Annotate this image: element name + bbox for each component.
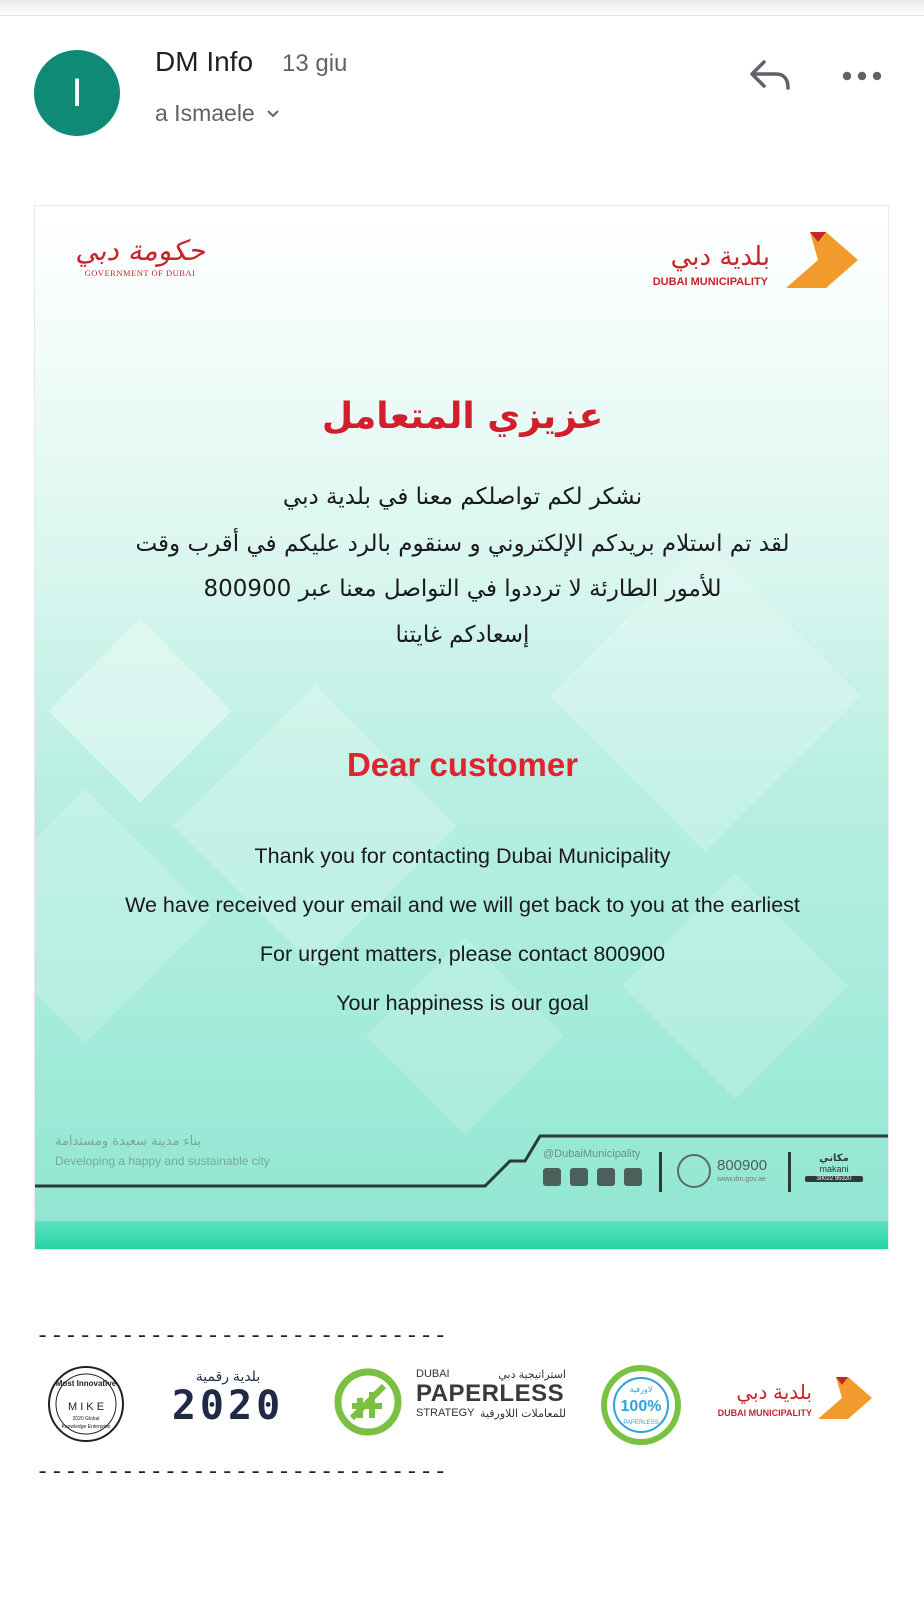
arabic-line-4: إسعادكم غايتنا bbox=[395, 622, 530, 648]
english-line-1: Thank you for contacting Dubai Municipality bbox=[254, 844, 671, 868]
makani-number: 30022 95320 bbox=[805, 1176, 863, 1182]
makani-arabic: مكاني bbox=[819, 1153, 849, 1164]
english-line-4: Your happiness is our goal bbox=[336, 991, 589, 1015]
signature-badges bbox=[34, 1360, 889, 1450]
dm-arrow-icon bbox=[780, 228, 860, 292]
mike-award-badge bbox=[46, 1364, 126, 1444]
hundred-english: PAPERLESS bbox=[623, 1420, 659, 1426]
phone-number: 800900 bbox=[717, 1157, 768, 1174]
paperless-arabic: استراتيجية دبي bbox=[498, 1369, 566, 1381]
phone-icon bbox=[677, 1154, 711, 1188]
facebook-icon bbox=[543, 1168, 561, 1186]
email-banner-image bbox=[34, 205, 889, 1250]
digital-municipality-badge bbox=[160, 1368, 296, 1427]
recipient-details-toggle[interactable] bbox=[155, 100, 281, 127]
dm-logo-english: DUBAI MUNICIPALITY bbox=[652, 276, 768, 288]
paperless-leaf-icon bbox=[332, 1366, 406, 1440]
mike-sub: 2020 Global bbox=[72, 1416, 100, 1422]
mike-top-text: Most Innovative bbox=[55, 1379, 117, 1388]
arabic-line-2: لقد تم استلام بريدكم الإلكتروني و سنقوم بالرد عليكم في أقرب وقت bbox=[135, 531, 790, 557]
more-options-icon[interactable] bbox=[840, 64, 884, 88]
english-line-2: We have received your email and we will get back to you at the earliest bbox=[125, 893, 800, 917]
slogan-arabic: بناء مدينة سعيدة ومستدامة bbox=[55, 1134, 202, 1149]
arabic-greeting-title: عزيزي المتعامل bbox=[321, 396, 604, 437]
social-handle: @DubaiMunicipality bbox=[543, 1148, 641, 1160]
paperless-dubai: DUBAI bbox=[416, 1368, 450, 1380]
chevron-down-icon bbox=[265, 108, 281, 120]
slogan-english: Developing a happy and sustainable city bbox=[55, 1154, 270, 1168]
dm-sig-arrow-icon bbox=[814, 1374, 874, 1422]
digital-arabic: بلدية رقمية bbox=[195, 1368, 261, 1384]
paperless-strategy: STRATEGY bbox=[416, 1407, 475, 1419]
dm-sig-english: DUBAI MUNICIPALITY bbox=[717, 1408, 812, 1418]
avatar-letter: I bbox=[71, 70, 83, 115]
hundred-percent: 100% bbox=[620, 1398, 662, 1415]
message-date: 13 giu bbox=[282, 50, 348, 77]
signature-divider-top: ----------------------------- bbox=[36, 1324, 448, 1349]
makani-english: makani bbox=[819, 1164, 849, 1174]
signature-divider-bottom: ----------------------------- bbox=[36, 1460, 448, 1485]
arabic-line-1: نشكر لكم تواصلكم معنا في بلدية دبي bbox=[282, 484, 643, 510]
dm-sig-arabic: بلدية دبي bbox=[736, 1382, 812, 1404]
paperless-arabic-2: للمعاملات اللاورقية bbox=[480, 1408, 566, 1420]
sender-avatar[interactable] bbox=[34, 50, 120, 136]
recipient-label: a Ismaele bbox=[155, 100, 255, 126]
gov-logo-arabic: حكومة دبي bbox=[75, 234, 205, 267]
social-icons bbox=[543, 1168, 642, 1186]
english-line-3: For urgent matters, please contact 800900 bbox=[259, 942, 666, 966]
bg-diamond bbox=[174, 685, 457, 968]
dm-signature-logo bbox=[714, 1374, 874, 1434]
footer-separator bbox=[659, 1152, 662, 1192]
dubai-municipality-logo bbox=[640, 228, 860, 298]
footer-separator bbox=[788, 1152, 791, 1192]
top-divider bbox=[0, 0, 924, 16]
sender-name[interactable]: DM Info bbox=[155, 46, 254, 77]
paperless-word: PAPERLESS bbox=[416, 1380, 565, 1407]
twitter-icon bbox=[570, 1168, 588, 1186]
teal-bottom-strip bbox=[35, 1221, 889, 1250]
digital-year: 2020 bbox=[171, 1383, 285, 1429]
youtube-icon bbox=[624, 1168, 642, 1186]
mike-letters: M I K E bbox=[67, 1401, 105, 1413]
gov-logo-english: GOVERNMENT OF DUBAI bbox=[84, 268, 196, 278]
mike-sub2: Knowledge Enterprise bbox=[61, 1424, 111, 1430]
arabic-line-3: للأمور الطارئة لا ترددوا في التواصل معنا عبر 800900 bbox=[203, 576, 722, 602]
dm-logo-arabic: بلدية دبي bbox=[670, 242, 770, 272]
instagram-icon bbox=[597, 1168, 615, 1186]
phone-website: www.dm.gov.ae bbox=[717, 1176, 766, 1183]
paperless-strategy-badge bbox=[416, 1368, 566, 1420]
hundred-percent-paperless-badge bbox=[600, 1364, 682, 1446]
makani-logo bbox=[805, 1153, 863, 1193]
hundred-arabic: لاورقية bbox=[629, 1385, 653, 1394]
government-of-dubai-logo bbox=[65, 234, 215, 294]
english-greeting-title: Dear customer bbox=[346, 746, 579, 783]
reply-icon[interactable] bbox=[746, 56, 794, 96]
